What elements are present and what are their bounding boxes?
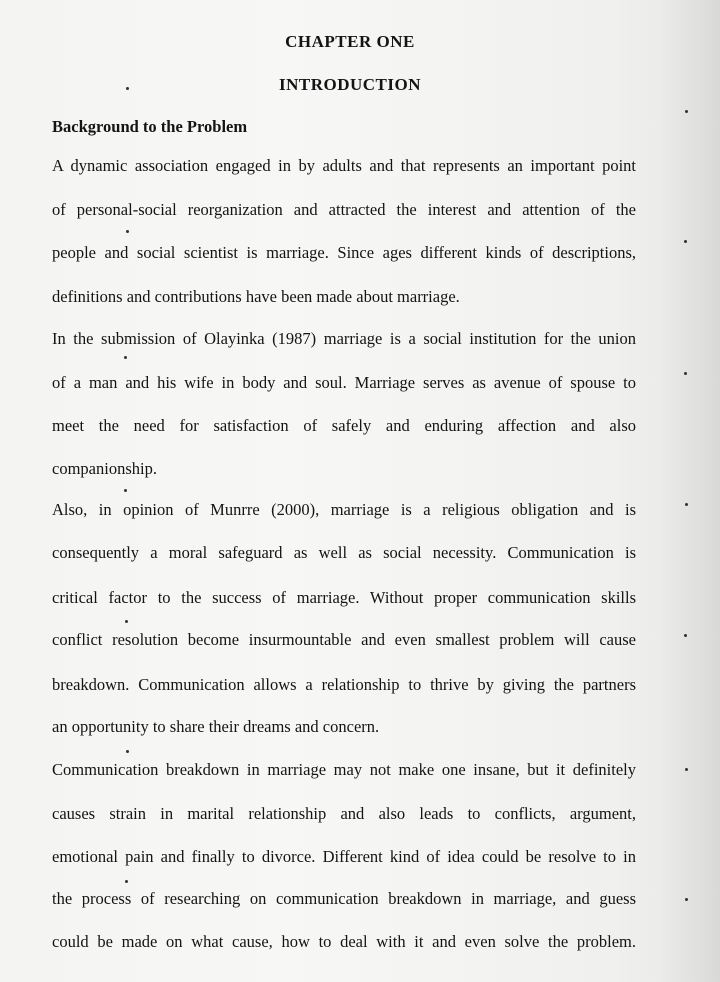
chapter-title: CHAPTER ONE: [285, 32, 415, 51]
paragraph-line: conflict resolution become insurmountable and even smallest problem will cause: [52, 630, 636, 649]
dust-speck: [124, 356, 127, 359]
paragraph-line: A dynamic association engaged in by adults and that represents an important point: [52, 156, 636, 175]
paragraph-line: definitions and contributions have been made about marriage.: [52, 287, 460, 306]
dust-speck: [684, 634, 687, 637]
paragraph-line: the process of researching on communication breakdown in marriage, and guess: [52, 889, 636, 908]
dust-speck: [685, 898, 688, 901]
paragraph-line: consequently a moral safeguard as well as social necessity. Communication is: [52, 543, 636, 562]
dust-speck: [685, 768, 688, 771]
section-subheading: Background to the Problem: [52, 117, 248, 136]
paragraph-line: meet the need for satisfaction of safely and enduring affection and also: [52, 416, 636, 435]
paragraph-line: In the submission of Olayinka (1987) marriage is a social institution for the union: [52, 329, 636, 348]
dust-speck: [684, 240, 687, 243]
dust-speck: [685, 503, 688, 506]
dust-speck: [124, 489, 127, 492]
paragraph-line: of a man and his wife in body and soul. Marriage serves as avenue of spouse to: [52, 373, 636, 392]
paragraph-line: emotional pain and finally to divorce. Different kind of idea could be resolve to in: [52, 847, 636, 866]
dust-speck: [125, 880, 128, 883]
paragraph-line: Also, in opinion of Munrre (2000), marriage is a religious obligation and is: [52, 500, 636, 519]
paragraph-line: people and social scientist is marriage. Since ages different kinds of descriptions,: [52, 243, 636, 262]
paragraph-line: could be made on what cause, how to deal with it and even solve the problem.: [52, 932, 636, 951]
paragraph-line: critical factor to the success of marriage. Without proper communication skills: [52, 588, 636, 607]
paragraph-line: companionship.: [52, 459, 157, 478]
paragraph-line: breakdown. Communication allows a relationship to thrive by giving the partners: [52, 675, 636, 694]
paragraph-line: an opportunity to share their dreams and concern.: [52, 717, 380, 736]
dust-speck: [685, 110, 688, 113]
dust-speck: [126, 230, 129, 233]
dust-speck: [126, 750, 129, 753]
section-title: INTRODUCTION: [278, 75, 422, 94]
paragraph-line: causes strain in marital relationship and also leads to conflicts, argument,: [52, 804, 636, 823]
paragraph-line: Communication breakdown in marriage may not make one insane, but it definitely: [52, 760, 636, 779]
dust-speck: [684, 372, 687, 375]
dust-speck: [126, 87, 129, 90]
page-shadow: [660, 0, 720, 982]
dust-speck: [125, 620, 128, 623]
paragraph-line: of personal-social reorganization and attracted the interest and attention of the: [52, 200, 636, 219]
